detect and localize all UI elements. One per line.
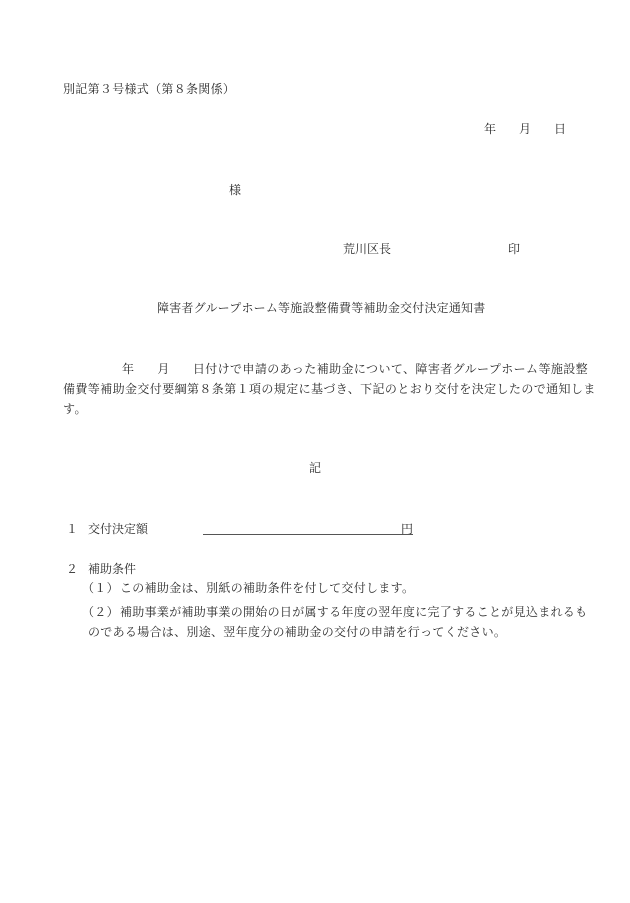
body-line-1 bbox=[63, 359, 589, 379]
item-conditions bbox=[66, 563, 136, 575]
condition-1-text: この補助金は、別紙の補助条件を付して交付します。 bbox=[120, 581, 415, 595]
item-2-number: ２ bbox=[66, 562, 79, 576]
body-year-label: 年 bbox=[122, 362, 135, 376]
issuer-name: 荒川区長 bbox=[343, 242, 392, 256]
form-label: 別記第３号様式（第８条関係） bbox=[63, 82, 236, 96]
body-line-1-text: 日付けで申請のあった補助金について、障害者グループホーム等施設整 bbox=[192, 362, 589, 376]
item-1-number: １ bbox=[66, 522, 79, 536]
date-line bbox=[484, 123, 566, 135]
ki-heading: 記 bbox=[309, 461, 322, 475]
item-2-label: 補助条件 bbox=[88, 562, 137, 576]
condition-2-number: （２） bbox=[82, 605, 119, 619]
body-line-3: す。 bbox=[63, 402, 87, 416]
body-line-2: 備費等補助金交付要綱第８条第１項の規定に基づき、下記のとおり交付を決定したので通知しま bbox=[63, 382, 596, 396]
addressee-suffix: 様 bbox=[229, 183, 242, 197]
seal-mark: 印 bbox=[508, 242, 521, 256]
date-year-label: 年 bbox=[484, 122, 497, 136]
item-1-label: 交付決定額 bbox=[88, 522, 149, 536]
grant-amount-field[interactable] bbox=[203, 520, 413, 535]
date-day-label: 日 bbox=[554, 122, 567, 136]
condition-2-line-1 bbox=[82, 602, 587, 622]
condition-2-text-2: のである場合は、別途、翌年度分の補助金の交付の申請を行ってください。 bbox=[88, 625, 507, 639]
condition-1-number: （１） bbox=[82, 581, 119, 595]
condition-2 bbox=[82, 602, 587, 642]
condition-2-text-1: 補助事業が補助事業の開始の日が属する年度の翌年度に完了することが見込まれるも bbox=[120, 605, 588, 619]
item-grant-amount bbox=[66, 523, 148, 535]
date-month-label: 月 bbox=[519, 122, 532, 136]
condition-1 bbox=[82, 582, 414, 594]
body-month-label: 月 bbox=[157, 362, 170, 376]
document-title: 障害者グループホーム等施設整備費等補助金交付決定通知書 bbox=[157, 301, 486, 315]
yen-unit: 円 bbox=[400, 522, 413, 536]
body-paragraph bbox=[63, 359, 596, 419]
